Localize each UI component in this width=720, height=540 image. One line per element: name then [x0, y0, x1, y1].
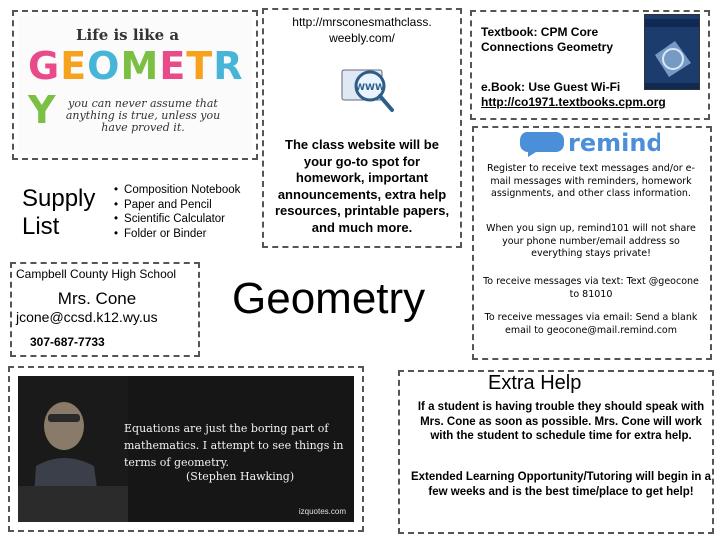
supply-item: • Scientific Calculator	[114, 212, 240, 227]
supply-item: • Composition Notebook	[114, 183, 240, 198]
www-icon-text: WWW	[355, 83, 385, 93]
remind-logo-text: remind	[568, 129, 660, 157]
poster-quote: you can never assume that anything is true, unless you have proved it.	[65, 97, 221, 134]
poster-letter: G	[28, 44, 61, 88]
quote-text: Equations are just the boring part of mathematics. I attempt to see things in terms of geometry.	[124, 422, 344, 469]
website-url[interactable]: http://mrsconesmathclass. weebly.com/	[292, 15, 432, 45]
supply-item: • Paper and Pencil	[114, 198, 240, 213]
textbook-cover-image	[644, 14, 700, 90]
poster-tagline: Life is like a	[76, 26, 180, 44]
extra-help-title: Extra Help	[488, 372, 582, 394]
remind-email-instructions: To receive messages via email: Send a blank email to geocone@mail.remind.com	[484, 312, 698, 336]
textbook-label: Textbook: CPM Core Connections Geometry	[481, 25, 614, 54]
poster-letter: M	[120, 44, 160, 88]
poster-letter: O	[87, 44, 121, 88]
hawking-quote-image	[8, 366, 364, 532]
ebook-label: e.Book: Use Guest Wi-Fi	[481, 80, 621, 94]
www-magnifier-icon	[340, 64, 396, 116]
tutoring-paragraph: Extended Learning Opportunity/Tutoring will begin in a few weeks and is the best time/place to get help!	[410, 471, 712, 498]
hawking-portrait	[18, 376, 128, 522]
remind-logo	[520, 128, 660, 158]
school-name: Campbell County High School	[16, 267, 177, 281]
poster-letter: R	[213, 44, 244, 88]
supply-item: • Folder or Binder	[114, 227, 240, 242]
quote-author: (Stephen Hawking)	[186, 470, 295, 483]
poster-letter: T	[186, 44, 214, 88]
website-description: The class website will be your go-to spot for homework, important announcements, extra help resources, printable papers, and much more.	[274, 137, 450, 235]
geometry-poster-image	[12, 10, 258, 160]
ebook-info	[481, 80, 696, 110]
remind-bubble-icon	[520, 132, 564, 157]
extra-help-paragraph: If a student is having trouble they should speak with Mrs. Cone as soon as possible. Mrs. Cone will work with the student to schedule time for extra help.	[417, 401, 705, 442]
supply-list-title: Supply List	[22, 185, 96, 240]
quote-site-watermark: izquotes.com	[298, 507, 346, 516]
page-title: Geometry	[232, 274, 426, 323]
teacher-phone: 307-687-7733	[30, 335, 105, 349]
teacher-name: Mrs. Cone	[57, 289, 137, 308]
supply-list	[114, 183, 240, 241]
poster-letter: Y	[28, 88, 57, 132]
remind-privacy-text: When you sign up, remind101 will not share your phone number/email address so everything stays private!	[486, 223, 696, 259]
poster-letter: E	[159, 44, 187, 88]
poster-letter: E	[60, 44, 88, 88]
ebook-link[interactable]: http://co1971.textbooks.cpm.org	[481, 95, 666, 109]
remind-text-instructions: To receive messages via text: Text @geocone to 81010	[483, 276, 699, 300]
teacher-email[interactable]: jcone@ccsd.k12.wy.us	[16, 309, 158, 325]
remind-register-text: Register to receive text messages and/or e-mail messages with reminders, homework assignments, and other class information.	[487, 163, 695, 199]
